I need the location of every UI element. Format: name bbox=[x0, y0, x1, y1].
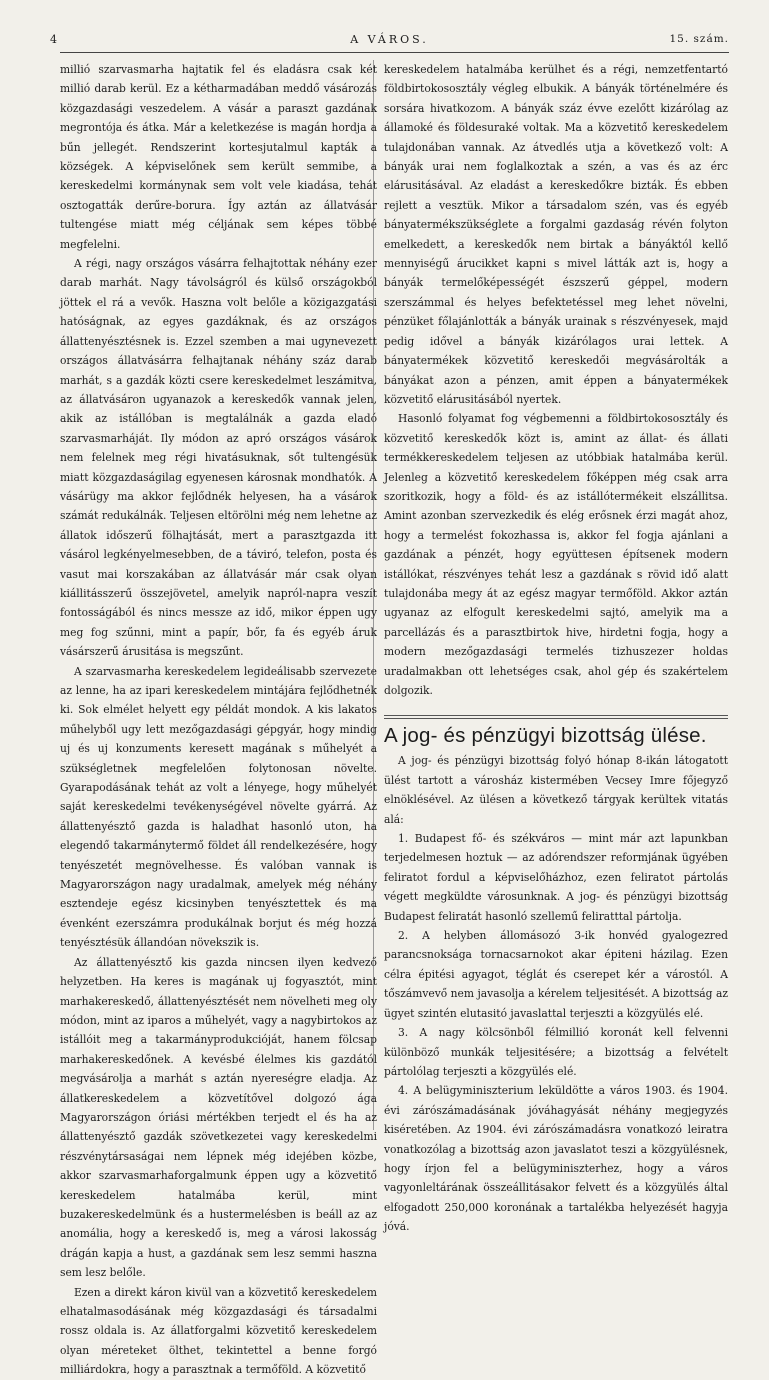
article-paragraph: millió szarvasmarha hajtatik fel és eladásra csak két millió darab kerül. Ez a kétharmadában meddő vásározás közgazdasági veszedelem. A vásár a paraszt gazdának megrontója és átka. Már a keletkezése is magán hordja a bűn jellegét. Rendszerint kortesjutalmul kapták a községek. A képviselőnek sem került semmibe, a kereskedelmi kormánynak sem volt vele kiadása, tehát osztogatták derűre-borura. Így aztán az állatvásár tultengése miatt még céljának sem képes többé megfelelni. bbox=[60, 63, 377, 251]
agenda-item: 1. Budapest fő- és székváros — mint már azt lapunkban terjedelmesen hoztuk — az adórendszer reformjának ügyében feliratot fordul a képviselőházhoz, ezen feliratot pártolás végett megküldte városunknak. A jog- és pénzügyi bizottság Budapest feliratát hasonló szellemű feliratttal pártolja. bbox=[384, 832, 728, 923]
article-paragraph: kereskedelem hatalmába kerülhet és a régi, nemzetfentartó földbirtokososztály végleg elbukik. A bányák történelmére és sorsára hivatkozom. A bányák száz évve ezelőtt kizárólag az államoké és földesuraké voltak. Ma a közvetitő kereskedelem tulajdonában vannak. Az átvedlés utja a következő volt: A bányák urai nem foglalkoztak a szén, a vas és az érc elárusitásával. Az eladást a kereskedőkre bizták. És ebben rejlett a vesztük. Mikor a társadalom szén, vas és egyéb bányatermékszükséglete a forgalmi gazdaság révén folyton emelkedett, a kereskedők nem birtak a bányáktól kellő mennyiségű árucikket kapni s mivel látták azt is, hogy a bányák termelőképességét észszerű géppel, modern szerszámmal és helyes befektetéssel meg lehet növelni, pénzüket főlajánlották a bányák urainak s részvényesek, majd pedig idővel a bányák kizárólagos urai lettek. A bányatermékek közvetitő kereskedői megvásárolták a bányákat azon a pénzen, amit éppen a bányatermékek közvetitő elárusitásából nyertek. bbox=[384, 63, 728, 406]
page-header bbox=[50, 33, 729, 53]
section-intro: A jog- és pénzügyi bizottság folyó hónap 8-ikán látogatott ülést tartott a városház kistermében Vecsey Imre főjegyző elnöklésével. Az ülésen a következő tárgyak kerültek vitatás alá: bbox=[384, 754, 728, 826]
issue-number: 15. szám. bbox=[669, 33, 729, 45]
article-paragraph: A régi, nagy országos vásárra felhajtottak néhány ezer darab marhát. Nagy távolságról és külső országokból jöttek el rá a vevők. Haszna volt belőle a közigazgatási hatóságnak, az egyes gazdáknak, és az országos állattenyésztésnek is. Ezzel szemben a mai ugynevezett országos állatvásárra felhajtanak néhány száz darab marhát, s a gazdák közti csere kereskedelmet leszámitva, az állatvásáron ugyanazok a kereskedők vannak jelen, akik az istállóban is megtalálnák a gazda eladó szarvasmarháját. Ily módon az apró országos vásárok nem felelnek meg régi hivatásuknak, sőt tultengésük miatt közgazdaságilag egyenesen károsnak mondhatók. A vásárügy ma akkor fejlődnék helyesen, ha a vásárok számát redukálnák. Teljesen eltörölni még nem lehetne az állatok időszerű fölhajtását, mert a parasztgazda itt vásárol legkényelmesebben, de a táviró, telefon, posta és vasut mai korszakában az állatvásár már csak olyan kiállitásszerű összejövetel, amelyik napról-napra veszít fontosságából és nincs messze az idő, mikor éppen ugy meg fog szűnni, mint a papír, bőr, fa és egyéb áruk vásárszerű árusitása is megszűnt. bbox=[60, 257, 377, 659]
article-paragraph: Hasonló folyamat fog végbemenni a földbirtokososztály és közvetitő kereskedők közt is, amint az állat- és állati termékkereskedelem teljesen az utóbbiak hatalmába kerül. Jelenleg a közvetitő kereskedelem főképpen még csak arra szoritkozik, hogy a föld- és az istállótermékeit elszállitsa. Amint azonban szervezkedik és elég erősnek érzi magát ahoz, hogy a termelést fokozhassa is, akkor fel fogja ajánlani a gazdának a pénzét, hogy együttesen építsenek modern istállókat, részvényes tehát lesz a gazdának s rövid idő alatt tulajdonába megy át az egész magyar termőföld. Akkor aztán ugyanaz az elfogult kereskedelmi sajtó, amelyik ma a parcellázás és a parasztbirtok hive, hirdetni fogja, hogy a modern mezőgazdasági termelés tizhuszezer holdas uradalmakban ott lehetséges csak, ahol gép és szakértelem dolgozik. bbox=[384, 412, 728, 697]
agenda-item: 2. A helyben állomásozó 3-ik honvéd gyalogezred parancsnoksága tornacsarnokot akar épiteni házilag. Ezen célra épitési agyagot, téglát és cserepet kér a várostól. A tőszámvevő nem javasolja a kérelem teljesitését. A bizottság az ügyet szintén elutasitó javaslattal terjeszti a közgyülés elé. bbox=[384, 929, 728, 1020]
left-column bbox=[60, 60, 377, 1380]
header-rule bbox=[60, 52, 729, 53]
article-paragraph: A szarvasmarha kereskedelem legideálisabb szervezete az lenne, ha az ipari kereskedelem mintájára fejlődhetnék ki. Sok elmélet helyett egy példát mondok. A kis lakatos műhelyből ugy lett mezőgazdasági gépgyár, hogy mindig uj és uj konzuments keresett magának s műhelyét a szükségletnek megfelelően folytonosan növelte. Gyarapodásának tehát az volt a lényege, hogy műhelyét saját kereskedelmi tevékenységével növelte gyárrá. Az állattenyésztő gazda is haladhat hasonló uton, ha elegendő takarmánytermő földet áll rendelkezésére, hogy tenyészetét megnövelhesse. És valóban vannak is Magyarországon nagy uradalmak, amelyek még néhány esztendeje egész kicsinyben tenyésztettek és ma évenként ezerszámra produkálnak borjut és még hozzá tenyésztésük állandóan növekszik is. bbox=[60, 664, 377, 950]
agenda-item: 4. A belügyminiszterium leküldötte a város 1903. és 1904. évi zárószámadásának jóváhagyását néhány megjegyzés kiséretében. Az 1904. évi zárószámadásra vonatkozó leiratra vonatkozólag a bizottság azon javaslatot teszi a közgyülésnek, hogy írjon fel a belügyminiszterhez, hogy a város vagyonleltárának összeállitásakor felvett és a közgyülés által elfogadott 250,000 koronának a tartalékba helyezését hagyja jóvá. bbox=[384, 1084, 728, 1234]
section-divider bbox=[384, 718, 728, 719]
section-title: A jog- és pénzügyi bizottság ülése. bbox=[384, 724, 707, 748]
article-paragraph: Az állattenyésztő kis gazda nincsen ilyen kedvező helyzetben. Ha keres is magának uj fogyasztót, mint marhakereskedő, állattenyésztését nem növelheti meg oly módon, mint az iparos a műhelyét, vagy a nagybirtokos az istállóit meg a takarmányprodukcióját, hanem fölcsap marhakereskedőnek. A kevésbé élelmes kis gazdától megvásárolja a marhát s aztán nyereségre eladja. Az állatkereskedelem a közvetítővel dolgozó ága Magyarországon óriási mértékben terjedt el és ha az állattenyésztő gazdák szövetkezetei vagy kereskedelmi részvénytársaságai nem lépnek még idejében közbe, akkor szarvasmarhaforgalmunk éppen ugy a közvetitő kereskedelem hatalmába kerül, mint buzakereskedelmünk és a hustermelésben is beáll az az anomália, hogy a kereskedő is, meg a városi lakosság drágán kapja a hust, a gazdának sem lesz semmi haszna sem lesz belőle. bbox=[60, 955, 377, 1280]
article-paragraph: Ezen a direkt káron kivül van a közvetitő kereskedelem elhatalmasodásának még közgazdasági és társadalmi rossz oldala is. Az állatforgalmi közvetitő kereskedelem olyan méreteket ölthet, tekintettel a benne forgó milliárdokra, hogy a parasztnak a termőföld. A közvetitő bbox=[60, 1285, 377, 1377]
agenda-item: 3. A nagy kölcsönből félmillió koronát kell felvenni különböző munkák teljesitésére; a bizottság a felvételt pártolólag terjeszti a közgyülés elé. bbox=[384, 1026, 728, 1078]
newspaper-title: A VÁROS. bbox=[350, 33, 429, 46]
right-column bbox=[384, 60, 728, 1237]
section-divider bbox=[384, 715, 728, 716]
page-number: 4 bbox=[50, 33, 58, 46]
